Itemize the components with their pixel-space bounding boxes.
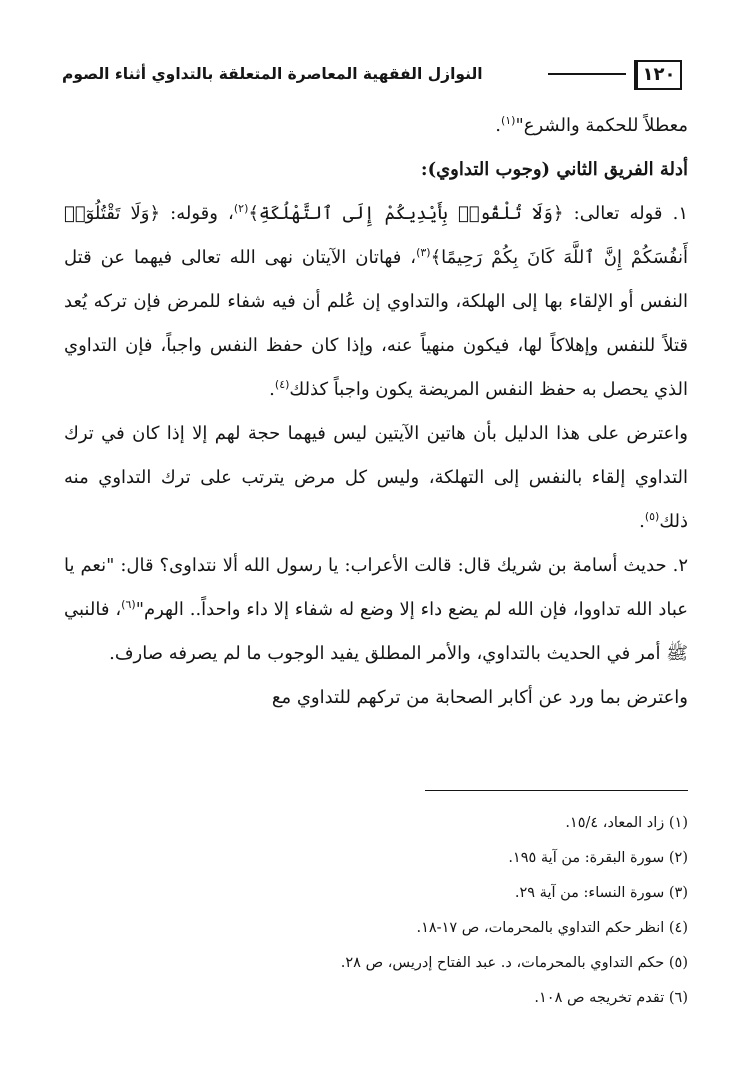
paragraph-objection-2: واعترض بما ورد عن أكابر الصحابة من تركهم للتداوي مع — [271, 687, 688, 708]
running-title: النوازل الفقهية المعاصرة المتعلقة بالتداوي أثناء الصوم — [62, 65, 483, 83]
quran-quote: ﴿وَلَا تَقْتُلُوٓا۟ أَنفُسَكُمْ إِنَّ ٱللَّهَ كَانَ بِكُمْ رَحِيمًا﴾ — [64, 203, 689, 268]
footnote-2: (٢) سورة البقرة: من آية ١٩٥. — [508, 850, 688, 866]
footnote-5: (٥) حكم التداوي بالمحرمات، د. عبد الفتاح إدريس، ص ٢٨. — [340, 955, 688, 971]
footnote-separator — [425, 790, 688, 791]
footnote-1: (١) زاد المعاد، ١٥/٤. — [565, 815, 688, 831]
paragraph-objection-1 — [64, 412, 688, 544]
paragraph-tail: . — [495, 115, 501, 136]
footnote-3: (٣) سورة النساء: من آية ٢٩. — [514, 885, 688, 901]
footnote-marker: (٤) — [274, 378, 290, 391]
paragraph-text: ، فالنبي ﷺ أمر في الحديث بالتداوي، والأمر المطلق يفيد الوجوب ما لم يصرفه صارف. — [64, 599, 688, 664]
paragraph-text: ٢. حديث أسامة بن شريك قال: قالت الأعراب: يا رسول الله ألا نتداوى؟ قال: "نعم يا عباد الله تداووا، فإن الله لم يضع داء إلا وضع له شفاء إلا داء واحداً.. الهرم" — [64, 555, 688, 620]
footnote-marker: (٦) — [121, 598, 136, 611]
paragraph-evidence-1 — [64, 192, 688, 412]
footnote-6: (٦) تقدم تخريجه ص ١٠٨. — [534, 990, 688, 1006]
quran-quote: ﴿وَلَا تُلْقُوا۟ بِأَيْدِيكُمْ إِلَى ٱلتَّهْلُكَةِ﴾ — [248, 203, 564, 224]
footnotes — [64, 806, 688, 1016]
paragraph-text: معطلاً للحكمة والشرع" — [515, 115, 688, 136]
body-text — [64, 104, 688, 720]
footnote-marker: (١) — [500, 114, 516, 127]
paragraph-text: ، فهاتان الآيتان نهى الله تعالى فيهما عن قتل النفس أو الإلقاء بها إلى الهلكة، والتداوي إن عُلم أن فيه شفاء للمرض فإن تركه يُعد قتلاً للنفس وإهلاكاً لها، فيكون منهياً عنه، وإذا كان حفظ النفس واجباً، فإن التداوي الذي يحصل به حفظ النفس المريضة يكون واجباً كذلك — [64, 247, 688, 400]
footnote-marker: (٣) — [416, 246, 431, 259]
paragraph-continuation — [64, 104, 688, 148]
running-header — [62, 60, 682, 94]
section-heading: أدلة الفريق الثاني (وجوب التداوي): — [420, 159, 688, 180]
paragraph-evidence-2 — [64, 544, 688, 676]
paragraph-tail: . — [639, 511, 645, 532]
paragraph-text: ، وقوله: — [160, 203, 234, 224]
paragraph-text: واعترض على هذا الدليل بأن هاتين الآيتين ليس فيهما حجة لهم إلا إذا كان في ترك التداوي إلقاء بالنفس إلى التهلكة، وليس كل مرض يترتب على ترك التداوي منه ذلك — [64, 423, 688, 532]
footnote-4: (٤) انظر حكم التداوي بالمحرمات، ص ١٧-١٨. — [416, 920, 688, 936]
header-rule — [548, 73, 626, 75]
footnote-marker: (٢) — [233, 202, 249, 215]
paragraph-tail: . — [269, 379, 275, 400]
page-number: ١٢٠ — [634, 60, 682, 90]
paragraph-text: ١. قوله تعالى: — [563, 203, 689, 224]
footnote-marker: (٥) — [644, 510, 660, 523]
